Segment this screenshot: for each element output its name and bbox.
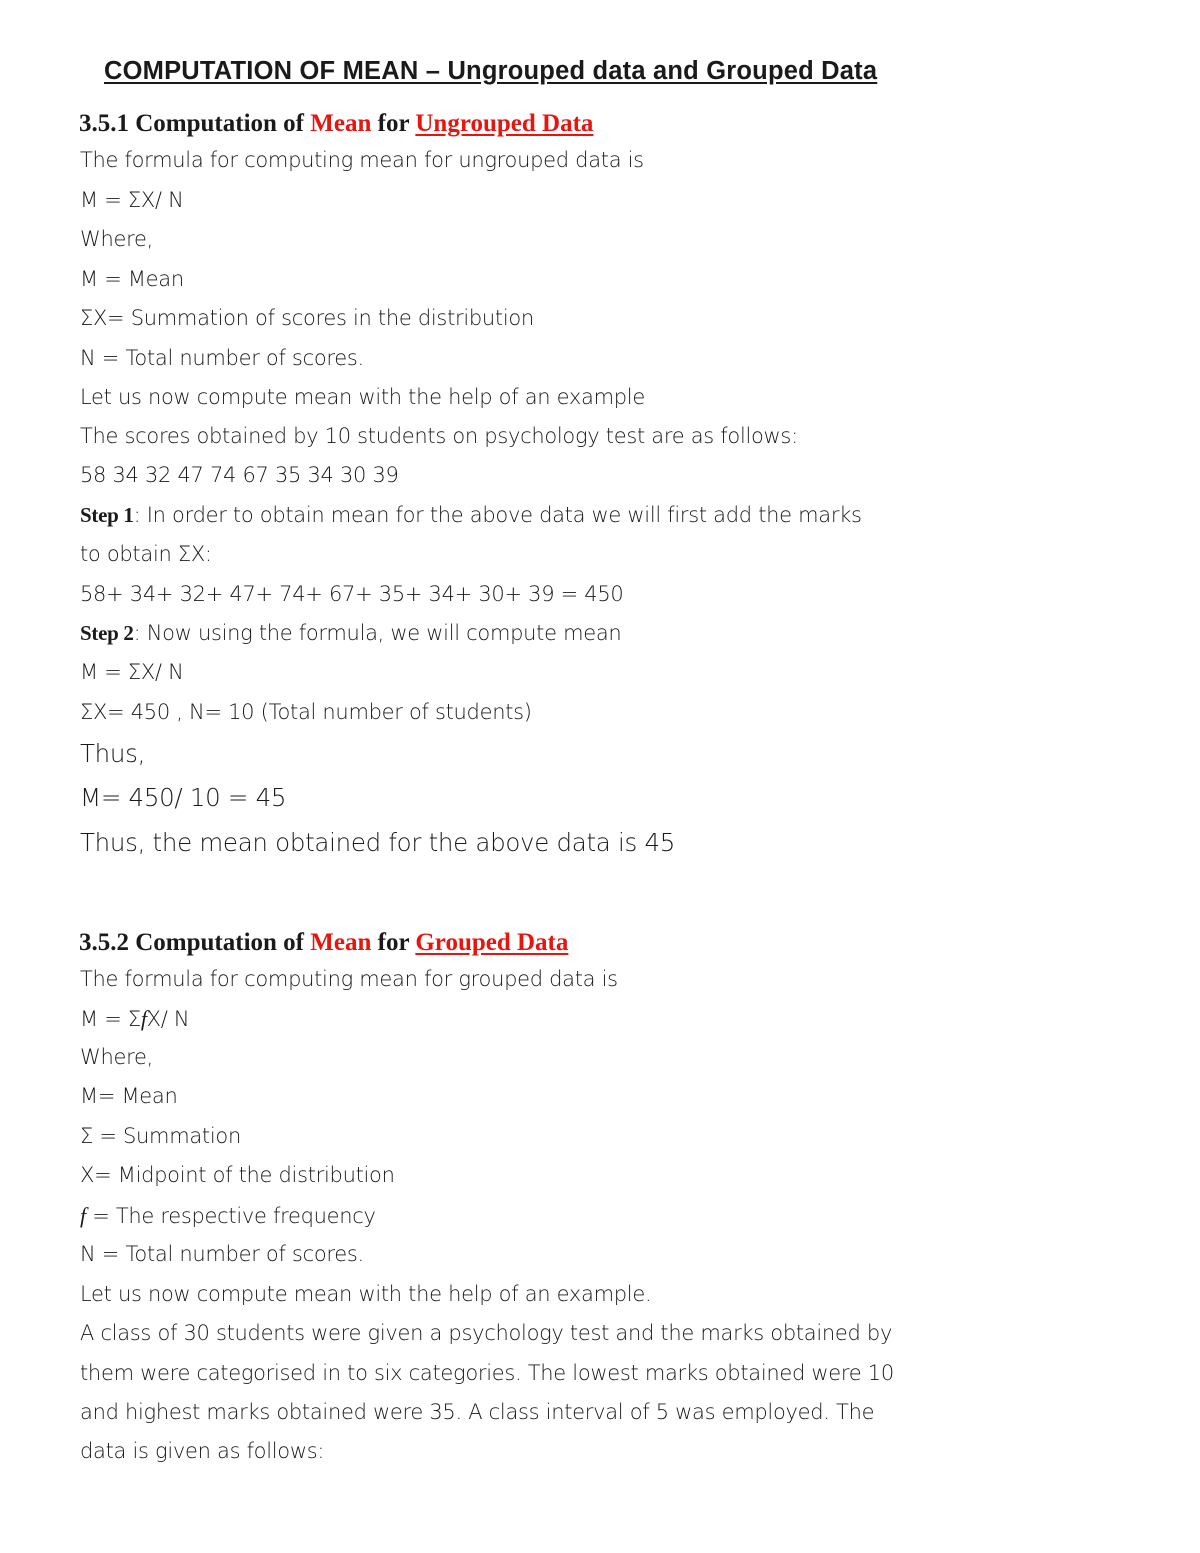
heading-for: for xyxy=(377,110,410,137)
definition-f-text: = The respective frequency xyxy=(85,1204,376,1228)
where-label: Where, xyxy=(80,1045,153,1069)
formula-part-b: X/ N xyxy=(146,1007,190,1031)
formula xyxy=(80,1006,189,1032)
heading-topic: Ungrouped Data xyxy=(415,110,594,137)
sum-calculation: 58+ 34+ 32+ 47+ 74+ 67+ 35+ 34+ 30+ 39 = 450 xyxy=(80,582,624,606)
values-line: ΣX= 450 , N= 10 (Total number of students) xyxy=(80,700,532,724)
definition-x: X= Midpoint of the distribution xyxy=(80,1163,395,1187)
scores-list: 58 34 32 47 74 67 35 34 30 39 xyxy=(80,463,399,487)
formula-f: f xyxy=(140,1006,147,1031)
definition-m: M = Mean xyxy=(80,267,184,291)
step-1-text: : In order to obtain mean for the above data we will first add the marks xyxy=(133,503,862,527)
paragraph-line-4: data is given as follows: xyxy=(80,1439,325,1463)
step-1 xyxy=(80,503,862,528)
formula: M = ΣX/ N xyxy=(80,188,184,212)
example-intro: Let us now compute mean with the help of an example xyxy=(80,385,645,409)
example-intro: Let us now compute mean with the help of an example. xyxy=(80,1282,652,1306)
where-label: Where, xyxy=(80,227,153,251)
step-2-text: : Now using the formula, we will compute mean xyxy=(133,621,622,645)
paragraph-line-3: and highest marks obtained were 35. A class interval of 5 was employed. The xyxy=(80,1400,875,1424)
paragraph-line-1: A class of 30 students were given a psychology test and the marks obtained by xyxy=(80,1321,893,1345)
step-1-continued: to obtain ΣX: xyxy=(80,542,212,566)
section-heading-ungrouped xyxy=(79,110,593,138)
example-description: The scores obtained by 10 students on psychology test are as follows: xyxy=(80,424,798,448)
heading-prefix: 3.5.2 Computation of xyxy=(79,929,305,956)
definition-sum-x: ΣX= Summation of scores in the distribution xyxy=(80,306,534,330)
definition-n: N = Total number of scores. xyxy=(80,1242,364,1266)
formula-repeat: M = ΣX/ N xyxy=(80,660,184,684)
definition-f xyxy=(80,1203,376,1229)
definition-m: M= Mean xyxy=(80,1084,178,1108)
formula-intro: The formula for computing mean for grouped data is xyxy=(80,967,618,991)
step-2 xyxy=(80,621,621,646)
heading-topic: Grouped Data xyxy=(415,929,569,956)
document-title: COMPUTATION OF MEAN – Ungrouped data and Grouped Data xyxy=(104,57,878,85)
heading-prefix: 3.5.1 Computation of xyxy=(79,110,305,137)
formula-part-a: M = Σ xyxy=(80,1007,141,1031)
step-1-label: Step 1 xyxy=(80,503,134,527)
result-calculation: M= 450/ 10 = 45 xyxy=(80,783,287,812)
heading-mean: Mean xyxy=(310,929,372,956)
formula-intro: The formula for computing mean for ungrouped data is xyxy=(80,148,644,172)
definition-n: N = Total number of scores. xyxy=(80,346,364,370)
heading-for: for xyxy=(377,929,410,956)
conclusion: Thus, the mean obtained for the above data is 45 xyxy=(80,828,676,857)
thus-label: Thus, xyxy=(80,739,146,768)
definition-sum: Σ = Summation xyxy=(80,1124,241,1148)
heading-mean: Mean xyxy=(310,110,372,137)
paragraph-line-2: them were categorised in to six categories. The lowest marks obtained were 10 xyxy=(80,1361,894,1385)
step-2-label: Step 2 xyxy=(80,621,134,645)
section-heading-grouped xyxy=(79,929,568,957)
definition-f-symbol: f xyxy=(80,1203,86,1228)
